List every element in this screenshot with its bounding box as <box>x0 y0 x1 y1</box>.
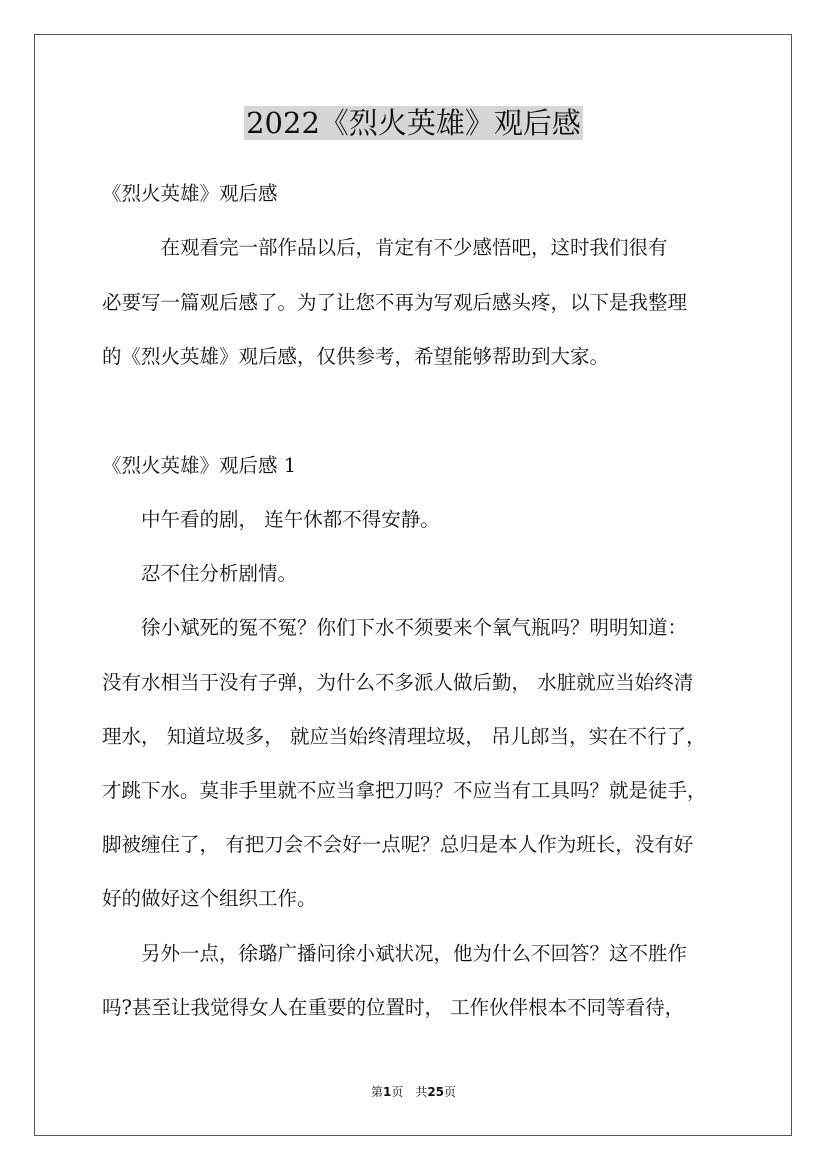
intro-line-3: 的《烈火英雄》观后感，仅供参考，希望能够帮助到大家。 <box>102 345 610 368</box>
body-line: 另外一点，徐璐广播问徐小斌状况，他为什么不回答？这不胜作 <box>102 942 688 965</box>
essay-1-heading: 《烈火英雄》观后感 1 <box>102 454 297 477</box>
body-line: 中午看的剧， 连午休都不得安静。 <box>102 508 440 531</box>
intro-line-1: 在观看完一部作品以后，肯定有不少感悟吧，这时我们很有 <box>102 236 668 259</box>
body-line: 好的做好这个组织工作。 <box>102 887 317 910</box>
body-line: 没有水相当于没有子弹，为什么不多派人做后勤， 水脏就应当始终清 <box>102 671 694 694</box>
body-line: 吗?甚至让我觉得女人在重要的位置时， 工作伙伴根本不同等看待， <box>102 996 685 1019</box>
footer-page-number: 1 <box>382 1085 392 1099</box>
footer-total-pages: 25 <box>427 1085 445 1099</box>
intro-line-2: 必要写一篇观后感了。为了让您不再为写观后感头疼，以下是我整理 <box>102 291 688 314</box>
body-line: 才跳下水。莫非手里就不应当拿把刀吗？不应当有工具吗？就是徒手， <box>102 779 707 802</box>
page-footer <box>0 1084 827 1100</box>
section-heading: 《烈火英雄》观后感 <box>102 182 278 205</box>
body-line: 理水， 知道垃圾多， 就应当始终清理垃圾， 吊儿郎当，实在不行了， <box>102 725 706 748</box>
body-line: 徐小斌死的冤不冤？你们下水不须要来个氧气瓶吗？明明知道： <box>102 616 688 639</box>
body-line: 脚被缠住了， 有把刀会不会好一点呢？总归是本人作为班长，没有好 <box>102 833 694 856</box>
footer-page-suffix: 页 <box>444 1085 457 1099</box>
footer-page-prefix: 第 <box>370 1085 383 1099</box>
body-line: 忍不住分析剧情。 <box>102 562 298 585</box>
footer-page-mid: 页 共 <box>391 1085 428 1099</box>
document-title <box>0 103 827 143</box>
document-title-text: 2022《烈火英雄》观后感 <box>246 106 581 140</box>
